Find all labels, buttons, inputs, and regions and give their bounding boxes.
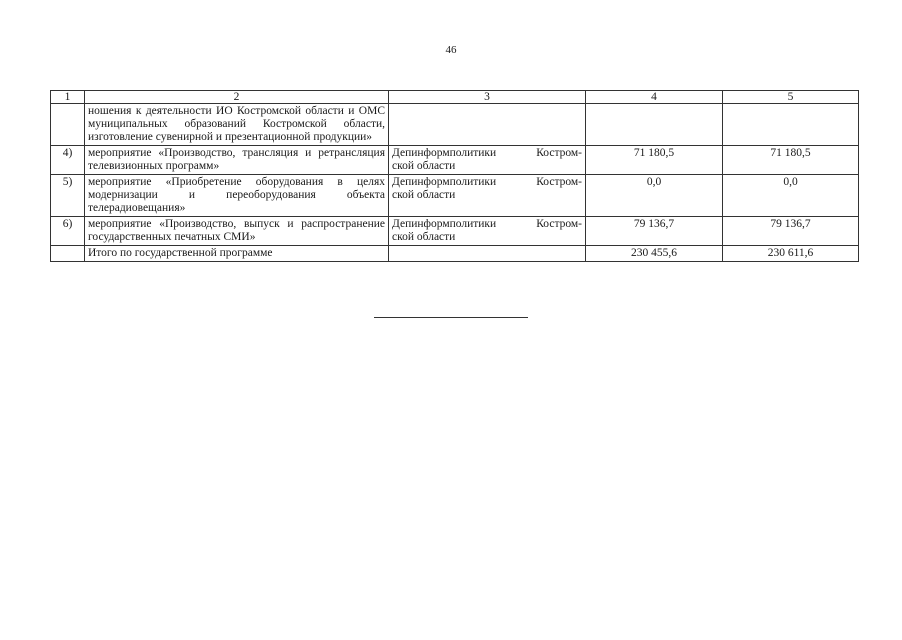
row-activity: мероприятие «Производство, выпуск и распространение государственных печатных СМИ» <box>85 217 389 246</box>
header-col-3: 3 <box>389 91 586 104</box>
executor-name: Депинформполитики <box>392 147 497 159</box>
executor-region-part: Костром- <box>536 176 582 188</box>
executor-region-rest: ской области <box>392 189 456 201</box>
table-row <box>51 175 859 217</box>
row-number: 4) <box>51 146 85 175</box>
row-executor <box>389 104 586 146</box>
row-activity: мероприятие «Приобретение оборудования в целях модернизации и переоборудования объекта телерадиовещания» <box>85 175 389 217</box>
end-of-section-rule <box>374 317 528 318</box>
total-label: Итого по государственной программе <box>85 246 389 262</box>
table-row <box>51 104 859 146</box>
executor-name: Депинформполитики <box>392 218 497 230</box>
row-value-col5: 79 136,7 <box>723 217 859 246</box>
row-value-col5 <box>723 104 859 146</box>
row-number: 5) <box>51 175 85 217</box>
row-executor <box>389 217 586 246</box>
total-number-cell <box>51 246 85 262</box>
table-row <box>51 217 859 246</box>
row-number: 6) <box>51 217 85 246</box>
table-header-row <box>51 91 859 104</box>
row-executor <box>389 175 586 217</box>
total-value-col5: 230 611,6 <box>723 246 859 262</box>
executor-region-rest: ской области <box>392 231 456 243</box>
row-value-col5: 71 180,5 <box>723 146 859 175</box>
header-col-1: 1 <box>51 91 85 104</box>
header-col-5: 5 <box>723 91 859 104</box>
header-col-2: 2 <box>85 91 389 104</box>
row-value-col4 <box>586 104 723 146</box>
header-col-4: 4 <box>586 91 723 104</box>
row-value-col4: 79 136,7 <box>586 217 723 246</box>
row-value-col4: 71 180,5 <box>586 146 723 175</box>
row-activity: ношения к деятельности ИО Костромской области и ОМС муниципальных образований Костромской области, изготовление сувенирной и презентационной продукции» <box>85 104 389 146</box>
executor-region-part: Костром- <box>536 218 582 230</box>
page-number: 46 <box>445 44 457 56</box>
total-value-col4: 230 455,6 <box>586 246 723 262</box>
row-activity: мероприятие «Производство, трансляция и ретрансляция телевизионных программ» <box>85 146 389 175</box>
table-row <box>51 146 859 175</box>
row-value-col5: 0,0 <box>723 175 859 217</box>
total-executor-cell <box>389 246 586 262</box>
executor-region-part: Костром- <box>536 147 582 159</box>
executor-region-rest: ской области <box>392 160 456 172</box>
total-row <box>51 246 859 262</box>
budget-table <box>50 90 859 262</box>
row-number <box>51 104 85 146</box>
executor-name: Депинформполитики <box>392 176 497 188</box>
row-executor <box>389 146 586 175</box>
row-value-col4: 0,0 <box>586 175 723 217</box>
